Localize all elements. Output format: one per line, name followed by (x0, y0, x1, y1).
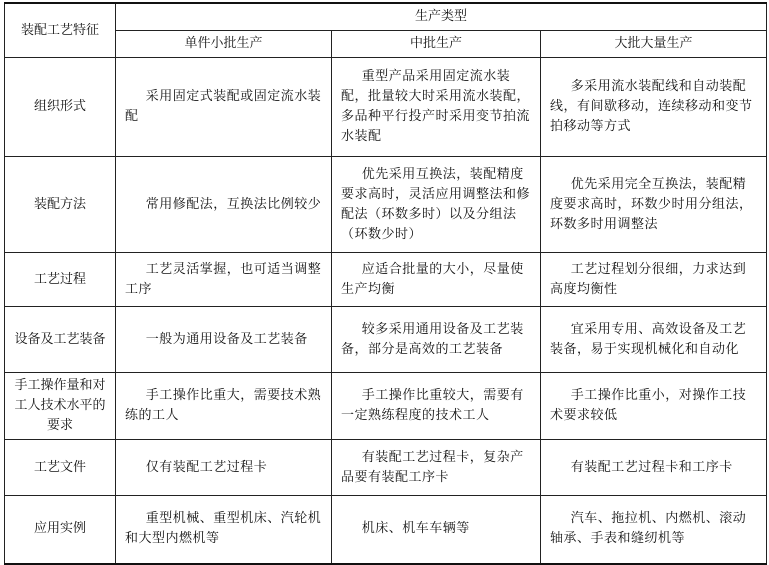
table-cell: 手工操作比重小，对操作工技术要求较低 (541, 373, 767, 440)
table-cell: 优先采用互换法，装配精度要求高时，灵活应用调整法和修配法（环数多时）以及分组法（环数少时） (332, 157, 541, 253)
table-cell: 有装配工艺过程卡，复杂产品要有装配工序卡 (332, 440, 541, 496)
table-cell: 多采用流水装配线和自动装配线，有间歇移动，连续移动和变节拍移动等方式 (541, 58, 767, 157)
row-header-manual-work: 手工操作量和对工人技术水平的要求 (5, 373, 116, 440)
row-header-documents: 工艺文件 (5, 440, 116, 496)
table-row (5, 373, 767, 440)
table-row (5, 496, 767, 564)
table-row (5, 253, 767, 307)
row-header-examples: 应用实例 (5, 496, 116, 564)
table-cell: 常用修配法，互换法比例较少 (116, 157, 332, 253)
table-cell: 有装配工艺过程卡和工序卡 (541, 440, 767, 496)
column-header-mass-production: 大批大量生产 (541, 31, 767, 58)
table-cell: 手工操作比重大，需要技术熟练的工人 (116, 373, 332, 440)
table-cell: 宜采用专用、高效设备及工艺装备，易于实现机械化和自动化 (541, 307, 767, 373)
assembly-process-table (4, 2, 767, 565)
row-header-organization: 组织形式 (5, 58, 116, 157)
table-row (5, 440, 767, 496)
table-cell: 优先采用完全互换法，装配精度要求高时，环数少时用分组法，环数多时用调整法 (541, 157, 767, 253)
table-cell: 一般为通用设备及工艺装备 (116, 307, 332, 373)
table-row (5, 58, 767, 157)
production-type-header: 生产类型 (116, 3, 767, 31)
column-header-medium-batch: 中批生产 (332, 31, 541, 58)
table-cell: 工艺灵活掌握，也可适当调整工序 (116, 253, 332, 307)
table-cell: 汽车、拖拉机、内燃机、滚动轴承、手表和缝纫机等 (541, 496, 767, 564)
table-cell: 重型机械、重型机床、汽轮机和大型内燃机等 (116, 496, 332, 564)
table-cell: 工艺过程划分很细，力求达到高度均衡性 (541, 253, 767, 307)
table-row (5, 157, 767, 253)
table-header (5, 3, 767, 58)
table-cell: 机床、机车车辆等 (332, 496, 541, 564)
table-cell: 较多采用通用设备及工艺装备，部分是高效的工艺装备 (332, 307, 541, 373)
table-row (5, 307, 767, 373)
table-cell: 手工操作比重较大，需要有一定熟练程度的技术工人 (332, 373, 541, 440)
row-header-equipment: 设备及工艺装备 (5, 307, 116, 373)
table-cell: 应适合批量的大小，尽量使生产均衡 (332, 253, 541, 307)
table-cell: 采用固定式装配或固定流水装配 (116, 58, 332, 157)
table-body (5, 58, 767, 564)
column-header-single-small-batch: 单件小批生产 (116, 31, 332, 58)
row-header-process: 工艺过程 (5, 253, 116, 307)
table-cell: 仅有装配工艺过程卡 (116, 440, 332, 496)
row-header-assembly-method: 装配方法 (5, 157, 116, 253)
feature-column-header: 装配工艺特征 (5, 3, 116, 58)
table-cell: 重型产品采用固定流水装配，批量较大时采用流水装配，多品种平行投产时采用变节拍流水装配 (332, 58, 541, 157)
